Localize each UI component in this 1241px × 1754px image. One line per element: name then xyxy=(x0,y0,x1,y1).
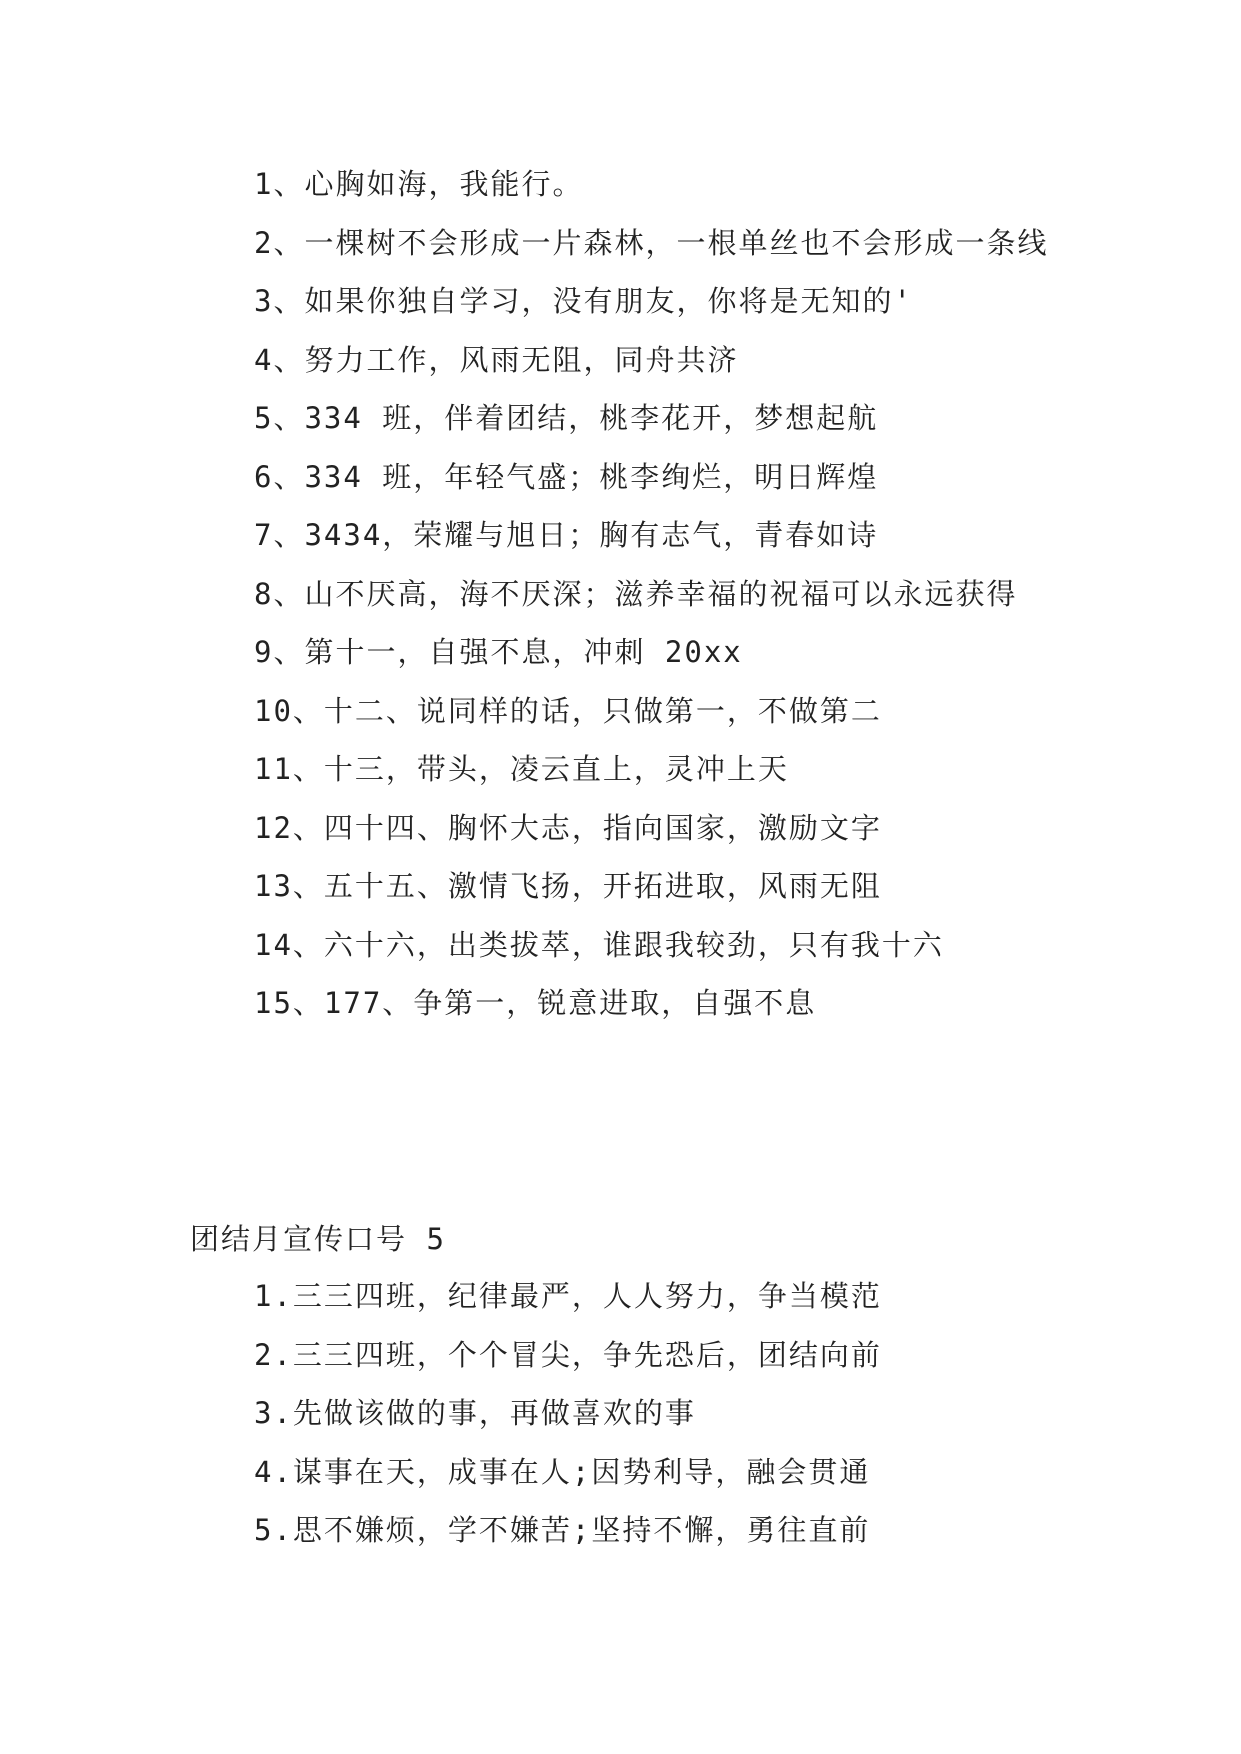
list-item: 10、十二、说同样的话，只做第一，不做第二 xyxy=(254,693,882,728)
list-item: 4.谋事在天，成事在人;因势利导，融会贯通 xyxy=(254,1454,871,1489)
slogan-list xyxy=(190,1267,1070,1560)
list-item: 12、四十四、胸怀大志，指向国家，激励文字 xyxy=(254,810,882,845)
list-item: 3.先做该做的事，再做喜欢的事 xyxy=(254,1396,696,1430)
list-item: 7、3434，荣耀与旭日；胸有志气，青春如诗 xyxy=(254,518,879,552)
list-item: 15、177、争第一，锐意进取，自强不息 xyxy=(254,986,817,1020)
list-item: 5、334 班，伴着团结，桃李花开，梦想起航 xyxy=(254,401,879,435)
list-item: 13、五十五、激情飞扬，开拓进取，风雨无阻 xyxy=(254,869,882,903)
list-item: 11、十三，带头，凌云直上，灵冲上天 xyxy=(254,752,789,786)
list-item: 14、六十六，出类拔萃，谁跟我较劲，只有我十六 xyxy=(254,927,944,962)
list-item: 1、心胸如海，我能行。 xyxy=(254,167,584,201)
section-heading: 团结月宣传口号 5 xyxy=(190,1222,446,1256)
list-item: 2.三三四班，个个冒尖，争先恐后，团结向前 xyxy=(254,1337,882,1372)
list-item: 9、第十一，自强不息，冲刺 20xx xyxy=(254,635,743,669)
slogan-list xyxy=(190,155,1070,1033)
list-item: 5.思不嫌烦，学不嫌苦;坚持不懈，勇往直前 xyxy=(254,1513,871,1547)
list-item: 6、334 班，年轻气盛；桃李绚烂，明日辉煌 xyxy=(254,459,879,494)
list-item: 2、一棵树不会形成一片森林，一根单丝也不会形成一条线 xyxy=(254,225,1049,260)
list-item: 8、山不厌高，海不厌深；滋养幸福的祝福可以永远获得 xyxy=(254,576,1018,611)
list-item: 4、努力工作，风雨无阻，同舟共济 xyxy=(254,342,739,377)
list-item: 1.三三四班，纪律最严，人人努力，争当模范 xyxy=(254,1279,882,1313)
list-item: 3、如果你独自学习，没有朋友，你将是无知的' xyxy=(254,284,913,318)
